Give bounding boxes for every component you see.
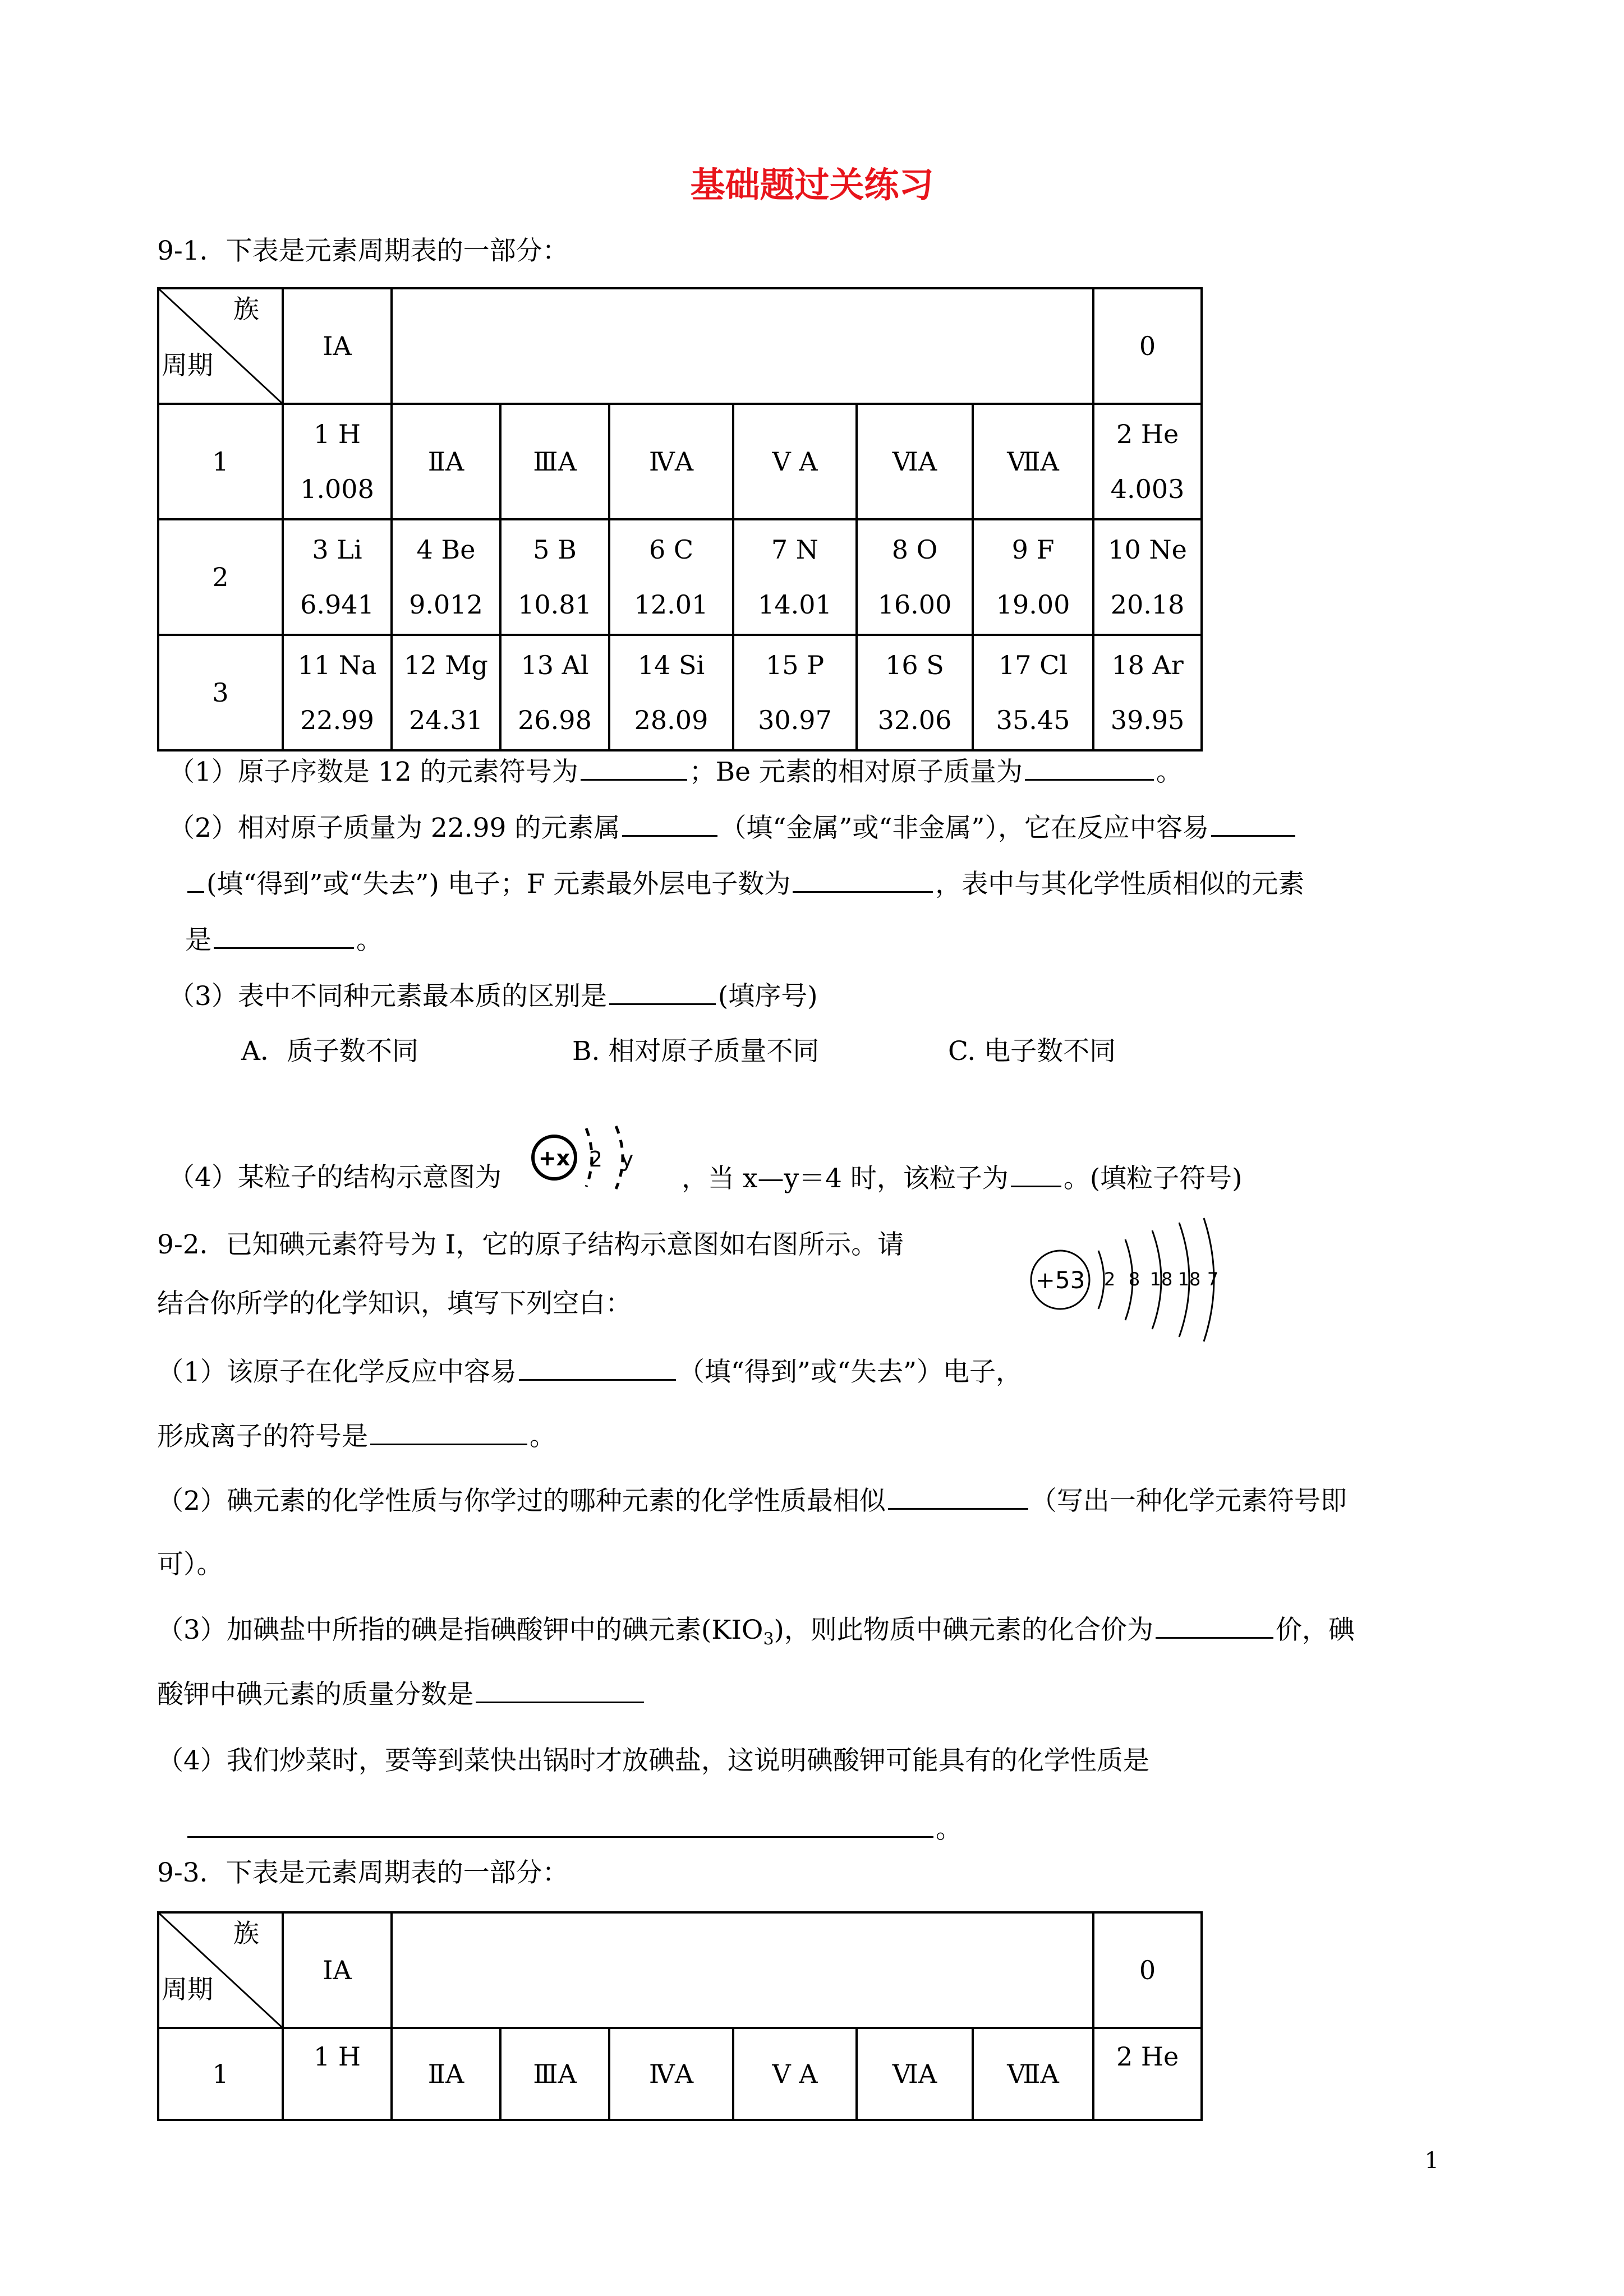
iodine-shell-electrons: 7 xyxy=(1207,1269,1219,1290)
iodine-shell-electrons: 8 xyxy=(1128,1269,1140,1290)
group-label: ⅢA xyxy=(500,2028,609,2120)
element-mass: 1.008 xyxy=(300,474,374,504)
q1-heading: 9-1．下表是元素周期表的一部分： xyxy=(157,236,569,266)
element-cell xyxy=(609,635,733,750)
group-label: ⅣA xyxy=(609,404,733,519)
element-symbol: 3 Li xyxy=(312,534,362,565)
element-symbol: 7 N xyxy=(771,534,819,565)
q1-part4-text: （4）某粒子的结构示意图为 xyxy=(168,1162,502,1193)
table-corner xyxy=(158,1912,283,2028)
q2-part2-end: 可）。 xyxy=(157,1549,223,1580)
corner-period-label: 周期 xyxy=(162,1974,213,2004)
answer-blank[interactable] xyxy=(187,1811,933,1838)
q1-part2-end: 。 xyxy=(356,925,383,956)
q1-part2-text3: (填“得到”或“失去”) 电子；F 元素最外层电子数为 xyxy=(206,869,791,900)
group-header-blank xyxy=(392,1912,1093,2028)
element-symbol: 11 Na xyxy=(297,650,377,680)
iodine-shell-electrons: 18 xyxy=(1149,1269,1173,1290)
element-cell xyxy=(283,404,392,519)
element-mass: 19.00 xyxy=(996,589,1070,620)
element-cell xyxy=(1093,404,1202,519)
corner-diagonal xyxy=(159,289,284,405)
shell-2-electrons: y xyxy=(620,1147,634,1172)
element-mass: 16.00 xyxy=(877,589,952,620)
element-symbol: 9 F xyxy=(1011,534,1055,565)
element-mass: 28.09 xyxy=(634,705,709,735)
q1-part4-text2: ，当 x—y＝4 时，该粒子为 xyxy=(682,1163,1009,1194)
element-symbol: 1 H xyxy=(313,419,361,449)
shell-1-electrons: 2 xyxy=(588,1147,603,1172)
element-symbol: 18 Ar xyxy=(1111,650,1184,680)
period-label: 2 xyxy=(158,519,283,635)
q2-part2 xyxy=(157,1483,1347,1518)
element-cell xyxy=(392,519,500,635)
q2-part1-text: （1）该原子在化学反应中容易 xyxy=(157,1357,517,1387)
element-cell xyxy=(1093,519,1202,635)
answer-blank[interactable] xyxy=(1211,810,1295,837)
q2-part3-text: （3）加碘盐中所指的碘是指碘酸钾中的碘元素(KIO xyxy=(157,1615,763,1645)
q1-part2-text: （2）相对原子质量为 22.99 的元素属 xyxy=(168,813,620,843)
q2-part4-line2 xyxy=(185,1811,962,1846)
element-symbol: 2 He xyxy=(1116,2041,1179,2072)
element-cell xyxy=(973,635,1093,750)
group-header-blank xyxy=(392,288,1093,404)
group-label: ⅦA xyxy=(973,404,1093,519)
q1-part2-text2: （填“金属”或“非金属”），它在反应中容易 xyxy=(720,813,1209,843)
element-cell xyxy=(283,635,392,750)
iodine-shell-arc xyxy=(1098,1251,1104,1309)
particle-structure-diagram xyxy=(527,1122,679,1195)
element-mass: 12.01 xyxy=(634,589,709,620)
q1-part2-text4: ，表中与其化学性质相似的元素 xyxy=(935,869,1305,900)
answer-blank[interactable] xyxy=(888,1483,1028,1510)
element-symbol: 6 C xyxy=(648,534,694,565)
q1-part3 xyxy=(168,979,818,1013)
option-a: A．质子数不同 xyxy=(241,1036,418,1067)
iodine-shell-electrons: 2 xyxy=(1103,1269,1116,1290)
page-title: 基础题过关练习 xyxy=(690,164,934,205)
element-mass: 24.31 xyxy=(409,705,483,735)
q1-part2-line3 xyxy=(185,923,383,957)
corner-group-label: 族 xyxy=(233,1918,259,1948)
periodic-table-2 xyxy=(157,1911,1203,2121)
q1-part1-text2: ；Be 元素的相对原子质量为 xyxy=(689,757,1023,787)
q2-part3-text3: 价，碘 xyxy=(1275,1615,1355,1645)
element-mass: 20.18 xyxy=(1110,589,1185,620)
element-cell xyxy=(733,519,857,635)
period-label: 3 xyxy=(158,635,283,750)
q2-part1-text3: 形成离子的符号是 xyxy=(157,1421,368,1452)
table-corner xyxy=(158,288,283,404)
q2-part2-text: （2）碘元素的化学性质与你学过的哪种元素的化学性质最相似 xyxy=(157,1486,886,1516)
answer-blank[interactable] xyxy=(622,810,717,837)
group-label: ⅦA xyxy=(973,2028,1093,2120)
element-symbol: 14 Si xyxy=(637,650,705,680)
group-header-ia: IA xyxy=(283,288,392,404)
element-cell xyxy=(609,519,733,635)
answer-blank[interactable] xyxy=(214,923,354,949)
corner-group-label: 族 xyxy=(233,294,259,324)
period-label: 1 xyxy=(158,404,283,519)
element-cell xyxy=(857,635,973,750)
element-symbol: 13 Al xyxy=(521,650,589,680)
group-label: ⅢA xyxy=(500,404,609,519)
group-header-0: 0 xyxy=(1093,288,1202,404)
element-mass: 26.98 xyxy=(518,705,592,735)
q2-part1 xyxy=(157,1354,1022,1389)
q2-line1: 9-2．已知碘元素符号为 I，它的原子结构示意图如右图所示。请 xyxy=(157,1229,904,1260)
q2-part3-line2 xyxy=(157,1677,646,1712)
element-mass: 6.941 xyxy=(300,589,374,620)
answer-blank[interactable] xyxy=(187,866,204,893)
answer-blank[interactable] xyxy=(519,1354,676,1381)
q1-part2-line1 xyxy=(168,810,1298,845)
q2-part2-text2: （写出一种化学元素符号即 xyxy=(1030,1486,1347,1516)
element-symbol: 12 Mg xyxy=(404,650,488,680)
element-symbol: 1 H xyxy=(313,2041,361,2072)
group-label: ⅥA xyxy=(857,404,973,519)
group-header-ia: IA xyxy=(283,1912,392,2028)
q1-part2-line2 xyxy=(185,866,1304,901)
periodic-table-1 xyxy=(157,287,1203,751)
answer-blank[interactable] xyxy=(370,1419,527,1445)
element-cell xyxy=(733,635,857,750)
option-b: B. 相对原子质量不同 xyxy=(572,1036,820,1067)
element-symbol: 16 S xyxy=(885,650,944,680)
group-label: ⅡA xyxy=(392,2028,500,2120)
group-label: Ⅴ A xyxy=(733,404,857,519)
q1-part1-end: 。 xyxy=(1156,757,1183,787)
q3-heading: 9-3．下表是元素周期表的一部分： xyxy=(157,1857,569,1888)
element-symbol: 8 O xyxy=(891,534,938,565)
q1-part1 xyxy=(168,754,1183,789)
element-symbol: 10 Ne xyxy=(1108,534,1187,565)
option-c: C. 电子数不同 xyxy=(948,1036,1116,1067)
element-symbol: 15 P xyxy=(765,650,825,680)
answer-blank[interactable] xyxy=(793,866,933,893)
answer-blank[interactable] xyxy=(476,1677,644,1703)
group-label: ⅣA xyxy=(609,2028,733,2120)
element-cell xyxy=(1093,2028,1202,2120)
element-cell xyxy=(283,519,392,635)
answer-blank[interactable] xyxy=(1025,754,1154,781)
element-mass: 30.97 xyxy=(758,705,832,735)
q1-part3-text: （3）表中不同种元素最本质的区别是 xyxy=(168,981,607,1012)
element-cell xyxy=(500,635,609,750)
element-cell xyxy=(283,2028,392,2120)
q1-part1-text: （1）原子序数是 12 的元素符号为 xyxy=(168,757,578,787)
page-number: 1 xyxy=(1424,2148,1439,2174)
answer-blank[interactable] xyxy=(581,754,687,781)
nucleus-charge: +x xyxy=(538,1146,571,1170)
element-mass: 22.99 xyxy=(300,705,374,735)
q2-part3 xyxy=(157,1612,1355,1656)
element-symbol: 5 B xyxy=(533,534,577,565)
element-mass: 9.012 xyxy=(409,589,483,620)
element-mass: 4.003 xyxy=(1110,474,1185,504)
answer-blank[interactable] xyxy=(609,979,716,1005)
answer-blank[interactable] xyxy=(1011,1161,1061,1187)
element-mass: 35.45 xyxy=(996,705,1070,735)
element-mass: 39.95 xyxy=(1110,705,1185,735)
corner-period-label: 周期 xyxy=(162,350,213,380)
q2-part1-end: 。 xyxy=(530,1421,556,1452)
group-label: Ⅴ A xyxy=(733,2028,857,2120)
formula-subscript: 3 xyxy=(763,1629,774,1649)
group-label: ⅥA xyxy=(857,2028,973,2120)
corner-diagonal xyxy=(159,1914,284,2029)
element-cell xyxy=(857,519,973,635)
q2-part1-text2: （填“得到”或“失去”）电子， xyxy=(678,1357,1023,1387)
element-symbol: 4 Be xyxy=(416,534,476,565)
q1-part3-text2: (填序号) xyxy=(717,981,818,1012)
q1-part4-end: 。(填粒子符号) xyxy=(1063,1163,1243,1194)
element-symbol: 17 Cl xyxy=(998,650,1068,680)
element-symbol: 2 He xyxy=(1116,419,1179,449)
element-cell xyxy=(392,635,500,750)
q2-part1-line2 xyxy=(157,1419,556,1454)
q2-part3-text2: )，则此物质中碘元素的化合价为 xyxy=(774,1615,1153,1645)
q1-part4-line xyxy=(682,1161,1243,1196)
iodine-atom-diagram xyxy=(1021,1217,1223,1346)
q2-part4-end: 。 xyxy=(936,1814,962,1845)
element-cell xyxy=(1093,635,1202,750)
q1-part2-text5: 是 xyxy=(185,925,211,956)
element-cell xyxy=(500,519,609,635)
element-mass: 10.81 xyxy=(518,589,592,620)
element-mass: 32.06 xyxy=(877,705,952,735)
iodine-nucleus-charge: +53 xyxy=(1035,1266,1085,1294)
q2-part4: （4）我们炒菜时，要等到菜快出锅时才放碘盐，这说明碘酸钾可能具有的化学性质是 xyxy=(157,1745,1149,1776)
group-label: ⅡA xyxy=(392,404,500,519)
period-label: 1 xyxy=(158,2028,283,2120)
group-header-0: 0 xyxy=(1093,1912,1202,2028)
element-mass: 14.01 xyxy=(758,589,832,620)
element-cell xyxy=(973,519,1093,635)
q2-part3-text4: 酸钾中碘元素的质量分数是 xyxy=(157,1679,473,1710)
iodine-shell-electrons: 18 xyxy=(1177,1269,1201,1290)
q2-line2: 结合你所学的化学知识，填写下列空白： xyxy=(157,1288,632,1319)
answer-blank[interactable] xyxy=(1156,1612,1273,1639)
